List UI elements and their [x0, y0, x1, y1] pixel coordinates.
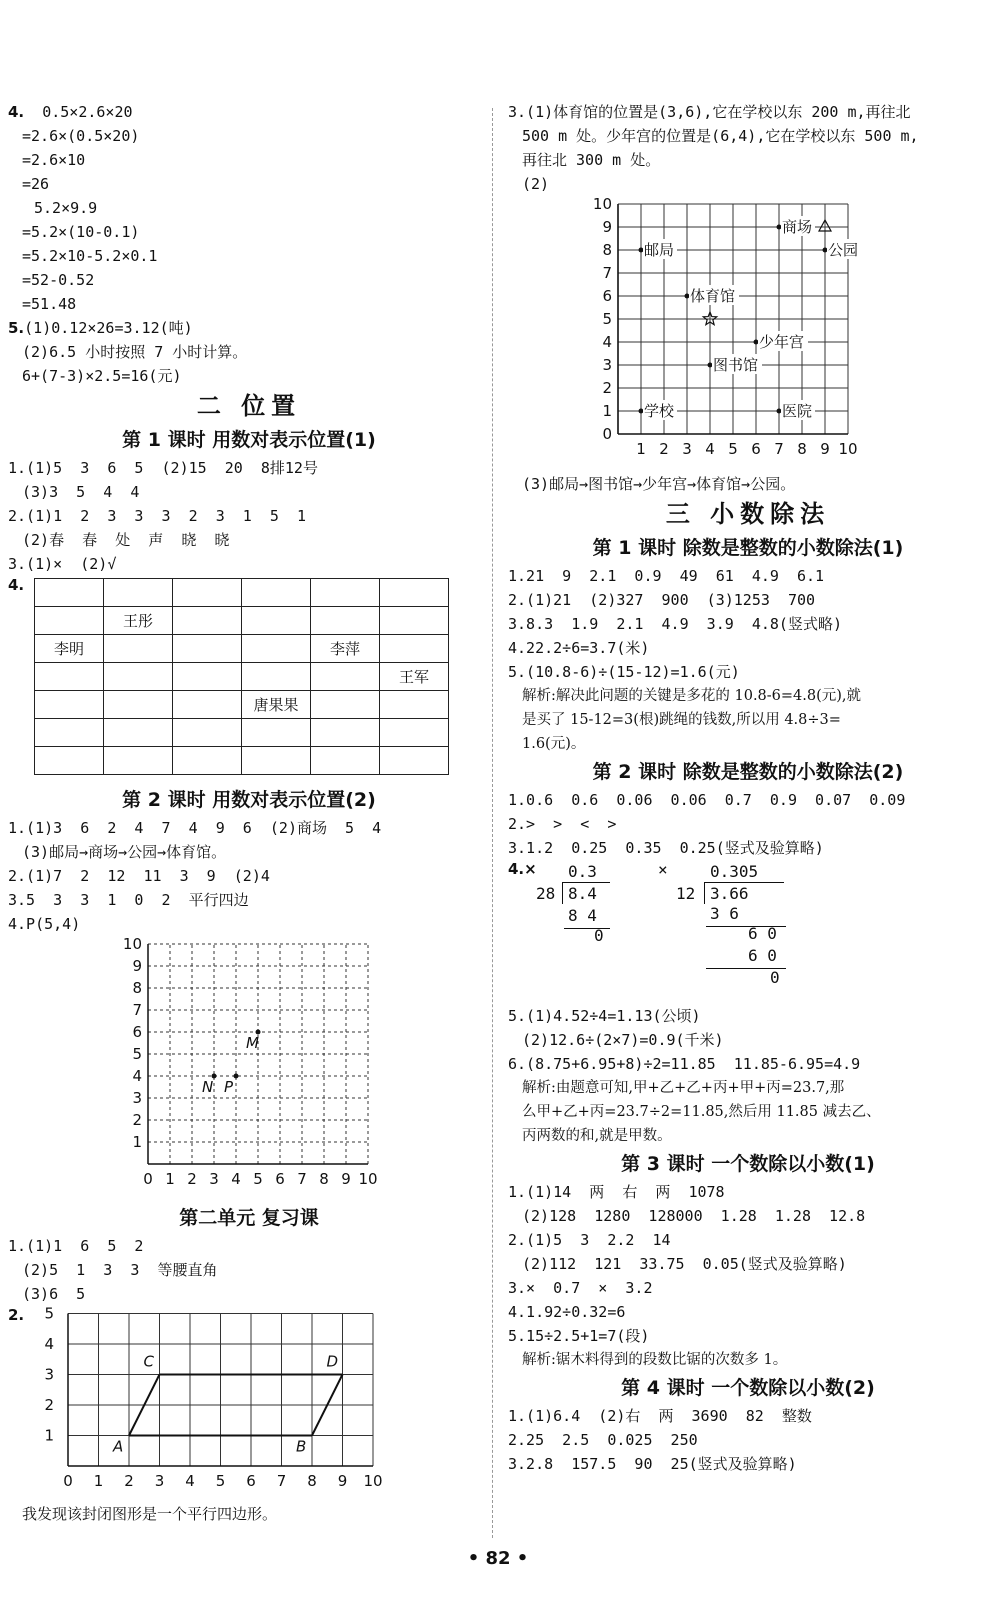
division-quotient: 0.3 — [568, 862, 597, 881]
place-point — [685, 294, 690, 299]
p4-line: =52-0.52 — [22, 271, 95, 289]
long-division-block — [508, 860, 988, 1004]
answer-line: 5.(1)4.52÷4=1.13(公顷) — [508, 1007, 701, 1025]
question-number: 4. — [8, 576, 25, 594]
y-tick-label: 5 — [602, 310, 612, 328]
unit-title: 三 小数除法 — [665, 500, 831, 528]
x-tick-label: 0 — [143, 1170, 153, 1188]
division-subtract: 3 6 — [710, 904, 739, 923]
x-tick-label: 3 — [209, 1170, 219, 1188]
analysis-line: 解析:由题意可知,甲+乙+乙+丙+甲+丙=23.7,那 — [522, 1080, 845, 1096]
seat-name: 王军 — [380, 663, 449, 691]
answer-line: 2.(1)21 (2)327 900 (3)1253 700 — [508, 591, 816, 609]
p4-line: 4. 0.5×2.6×20 — [8, 103, 133, 121]
place-point — [708, 363, 713, 368]
x-tick-label: 8 — [307, 1472, 317, 1490]
y-tick-label: 2 — [602, 379, 612, 397]
answer-line: 3.5 3 3 1 0 2 平行四边 — [8, 891, 249, 909]
analysis-line: 1.6(元)。 — [522, 736, 586, 752]
answer-line: (3)3 5 4 4 — [22, 483, 140, 501]
division-bracket — [562, 882, 563, 904]
answer-line: (2)5 1 3 3 等腰直角 — [22, 1261, 218, 1279]
lesson-title: 第 2 课时 用数对表示位置(2) — [122, 789, 376, 811]
point-label: M — [246, 1034, 259, 1052]
answer-line: 1.(1)6.4 (2)右 两 3690 82 整数 — [508, 1407, 812, 1425]
answer-line: 2.(1)5 3 2.2 14 — [508, 1231, 671, 1249]
answer-line: 1.(1)14 两 右 两 1078 — [508, 1183, 725, 1201]
conclusion-line: 我发现该封闭图形是一个平行四边形。 — [22, 1505, 278, 1523]
division-subtract: 6 0 — [748, 946, 777, 965]
place-point — [639, 409, 644, 414]
place-label: 体育馆 — [690, 287, 736, 305]
x-tick-label: 10 — [358, 1170, 378, 1188]
x-tick-label: 9 — [337, 1472, 348, 1490]
p4-line: =2.6×10 — [22, 151, 86, 169]
x-tick-label: 7 — [276, 1472, 287, 1490]
analysis-line: 么甲+乙+丙=23.7÷2=11.85,然后用 11.85 减去乙、 — [522, 1104, 881, 1120]
answer-line: 500 m 处。少年宫的位置是(6,4),它在学校以东 500 m, — [522, 127, 919, 145]
point-label: B — [296, 1437, 307, 1456]
x-tick-label: 8 — [319, 1170, 329, 1188]
parallelogram-block — [8, 1306, 490, 1502]
division-bracket — [704, 882, 705, 904]
y-tick-label: 2 — [44, 1396, 54, 1414]
x-tick-label: 5 — [253, 1170, 263, 1188]
x-tick-label: 6 — [275, 1170, 285, 1188]
x-tick-label: 4 — [231, 1170, 241, 1188]
answer-line: 3.(1)× (2)√ — [8, 555, 117, 573]
y-tick-label: 0 — [602, 425, 612, 443]
y-tick-label: 4 — [602, 333, 612, 351]
answer-line: 3.2.8 157.5 90 25(竖式及验算略) — [508, 1455, 797, 1473]
lesson-title: 第 3 课时 一个数除以小数(1) — [621, 1153, 875, 1175]
y-tick-label: 10 — [122, 936, 142, 953]
y-tick-label: 3 — [132, 1089, 142, 1107]
y-tick-label: 7 — [132, 1001, 142, 1019]
answer-line: 1.(1)5 3 6 5 (2)15 20 8排12号 — [8, 459, 318, 477]
p5-line: 6+(7-3)×2.5=16(元) — [22, 367, 182, 385]
place-label: 图书馆 — [713, 356, 759, 374]
answer-line: 3.(1)体育馆的位置是(3,6),它在学校以东 200 m,再往北 — [508, 103, 911, 121]
answer-line: 5.15÷2.5+1=7(段) — [508, 1327, 650, 1345]
place-point — [777, 409, 782, 414]
column-separator — [492, 108, 493, 1538]
point-label: D — [326, 1352, 339, 1371]
x-tick-label: 1 — [93, 1472, 104, 1490]
place-label: 医院 — [782, 402, 813, 420]
left-column — [8, 100, 490, 1526]
y-tick-label: 8 — [602, 241, 612, 259]
y-tick-label: 8 — [132, 979, 142, 997]
page-number: • 82 • — [467, 1548, 529, 1569]
y-tick-label: 6 — [132, 1023, 142, 1041]
place-label: 商场 — [782, 218, 813, 236]
p5-line: 5.(1)0.12×26=3.12(吨) — [8, 319, 193, 337]
answer-line: (2)12.6÷(2×7)=0.9(千米) — [522, 1031, 724, 1049]
place-point — [777, 225, 782, 230]
answer-line: 1.21 9 2.1 0.9 49 61 4.9 6.1 — [508, 567, 825, 585]
p4-line: =51.48 — [22, 295, 77, 313]
place-label: 少年宫 — [759, 333, 805, 351]
p4-line: =26 — [22, 175, 50, 193]
analysis-line: 解析:解决此问题的关键是多花的 10.8-6=4.8(元),就 — [522, 688, 862, 704]
analysis-line: 解析:锯木料得到的段数比锯的次数多 1。 — [522, 1352, 788, 1368]
place-label: 公园 — [828, 241, 859, 259]
x-tick-label: 1 — [165, 1170, 175, 1188]
x-tick-label: 4 — [705, 440, 715, 458]
answer-line: 3.× 0.7 × 3.2 — [508, 1279, 653, 1297]
point-label: C — [143, 1352, 154, 1371]
y-tick-label: 1 — [132, 1133, 142, 1151]
division-remainder: 0 — [594, 926, 604, 945]
place-point — [754, 340, 759, 345]
division-subtract: 8 4 — [568, 906, 597, 925]
x-tick-label: 6 — [246, 1472, 256, 1490]
y-tick-label: 5 — [44, 1306, 54, 1323]
y-tick-label: 10 — [592, 196, 612, 213]
right-column — [508, 100, 988, 1476]
division-bar — [704, 882, 784, 883]
place-point — [639, 248, 644, 253]
x-tick-label: 7 — [774, 440, 784, 458]
x-tick-label: 6 — [751, 440, 761, 458]
seat-table — [34, 578, 449, 775]
seat-name: 李萍 — [311, 635, 380, 663]
x-tick-label: 5 — [728, 440, 738, 458]
x-tick-label: 2 — [124, 1472, 134, 1490]
x-tick-label: 1 — [636, 440, 646, 458]
answer-line: 2.(1)1 2 3 3 3 2 3 1 5 1 — [8, 507, 307, 525]
y-tick-label: 7 — [602, 264, 612, 282]
answer-line: 1.(1)1 6 5 2 — [8, 1237, 144, 1255]
answer-line: (3)6 5 — [22, 1285, 86, 1303]
division-dividend: 3.66 — [710, 884, 749, 903]
x-tick-label: 3 — [154, 1472, 165, 1490]
answer-line: 4.22.2÷6=3.7(米) — [508, 639, 650, 657]
x-tick-label: 4 — [185, 1472, 195, 1490]
answer-line: 4.P(5,4) — [8, 915, 81, 933]
x-tick-label: 2 — [659, 440, 669, 458]
y-tick-label: 2 — [132, 1111, 142, 1129]
y-tick-label: 4 — [44, 1335, 54, 1353]
answer-line: 2.25 2.5 0.025 250 — [508, 1431, 698, 1449]
place-label: 学校 — [644, 402, 675, 420]
y-tick-label: 3 — [602, 356, 612, 374]
answer-line: 3.1.2 0.25 0.35 0.25(竖式及验算略) — [508, 839, 824, 857]
answer-line: (2)春 春 处 声 晓 晓 — [22, 531, 230, 549]
y-tick-label: 9 — [132, 957, 142, 975]
division-remainder: 0 — [770, 968, 780, 987]
point-label: P — [224, 1078, 234, 1096]
answer-line: 1.0.6 0.6 0.06 0.06 0.7 0.9 0.07 0.09 — [508, 791, 906, 809]
x-tick-label: 2 — [187, 1170, 197, 1188]
p5-line: (2)6.5 小时按照 7 小时计算。 — [22, 343, 248, 361]
coordinate-grid-1 — [8, 936, 490, 1198]
p4-line: =5.2×(10-0.1) — [22, 223, 140, 241]
y-tick-label: 1 — [602, 402, 612, 420]
division-dividend: 8.4 — [568, 884, 597, 903]
answer-line: 2.> > < > — [508, 815, 617, 833]
x-tick-label: 8 — [797, 440, 807, 458]
y-tick-label: 3 — [44, 1365, 54, 1384]
answer-line: (3)邮局→图书馆→少年宫→体育馆→公园。 — [522, 475, 796, 493]
lesson-title: 第 4 课时 一个数除以小数(2) — [621, 1377, 875, 1399]
seat-name: 唐果果 — [242, 691, 311, 719]
p4-line: 5.2×9.9 — [34, 199, 98, 217]
p4-line: =5.2×10-5.2×0.1 — [22, 247, 158, 265]
answer-line: 2.(1)7 2 12 11 3 9 (2)4 — [8, 867, 270, 885]
answer-line: 再往北 300 m 处。 — [522, 151, 661, 169]
x-tick-label: 7 — [297, 1170, 307, 1188]
y-tick-label: 4 — [132, 1067, 142, 1085]
analysis-line: 丙两数的和,就是甲数。 — [522, 1128, 672, 1144]
y-tick-label: 6 — [602, 287, 612, 305]
parallelogram-grid — [8, 1306, 490, 1502]
analysis-line: 是买了 15-12=3(根)跳绳的钱数,所以用 4.8÷3= — [522, 712, 841, 728]
x-tick-label: 10 — [363, 1472, 383, 1490]
grid-point — [234, 1074, 239, 1079]
seat-name: 李明 — [35, 635, 104, 663]
answer-line: (3)邮局→商场→公园→体育馆。 — [22, 843, 227, 861]
x-tick-label: 10 — [838, 440, 858, 458]
answer-line: 5.(10.8-6)÷(15-12)=1.6(元) — [508, 663, 740, 681]
x-tick-label: 9 — [820, 440, 830, 458]
place-point — [823, 248, 828, 253]
answer-line: (2)128 1280 128000 1.28 1.28 12.8 — [522, 1207, 866, 1225]
division-partial: 6 0 — [748, 924, 777, 943]
y-tick-label: 1 — [44, 1426, 54, 1445]
answer-line: (2) — [522, 175, 550, 193]
lesson-title: 第二单元 复习课 — [179, 1207, 319, 1229]
answer-line: 3.8.3 1.9 2.1 4.9 3.9 4.8(竖式略) — [508, 615, 842, 633]
lesson-title: 第 1 课时 用数对表示位置(1) — [122, 429, 376, 451]
answer-line: 6.(8.75+6.95+8)÷2=11.85 11.85-6.95=4.9 — [508, 1055, 861, 1073]
y-tick-label: 9 — [602, 218, 612, 236]
x-tick-label: 0 — [63, 1472, 73, 1490]
x-tick-label: 9 — [341, 1170, 351, 1188]
point-label: N — [202, 1078, 214, 1096]
wrong-mark: × — [658, 860, 668, 879]
y-tick-label: 5 — [132, 1045, 142, 1063]
place-label: 邮局 — [644, 241, 675, 259]
division-divisor: 12 — [676, 884, 696, 903]
point-label: A — [113, 1437, 124, 1456]
question-number: 2. — [8, 1306, 25, 1324]
division-quotient: 0.305 — [710, 862, 759, 881]
answer-line: 1.(1)3 6 2 4 7 4 9 6 (2)商场 5 4 — [8, 819, 382, 837]
seat-name: 王彤 — [104, 607, 173, 635]
answer-line: 4.1.92÷0.32=6 — [508, 1303, 626, 1321]
location-map-grid — [508, 196, 988, 468]
x-tick-label: 5 — [215, 1472, 226, 1490]
seat-table-block — [8, 576, 490, 784]
question-number: 4.× — [508, 860, 537, 878]
unit-title: 二 位置 — [196, 392, 302, 420]
division-divisor: 28 — [536, 884, 556, 903]
answer-line: (2)112 121 33.75 0.05(竖式及验算略) — [522, 1255, 847, 1273]
lesson-title: 第 2 课时 除数是整数的小数除法(2) — [592, 761, 904, 783]
lesson-title: 第 1 课时 除数是整数的小数除法(1) — [592, 537, 904, 559]
division-bar — [562, 882, 610, 883]
x-tick-label: 3 — [682, 440, 692, 458]
p4-line: =2.6×(0.5×20) — [22, 127, 140, 145]
